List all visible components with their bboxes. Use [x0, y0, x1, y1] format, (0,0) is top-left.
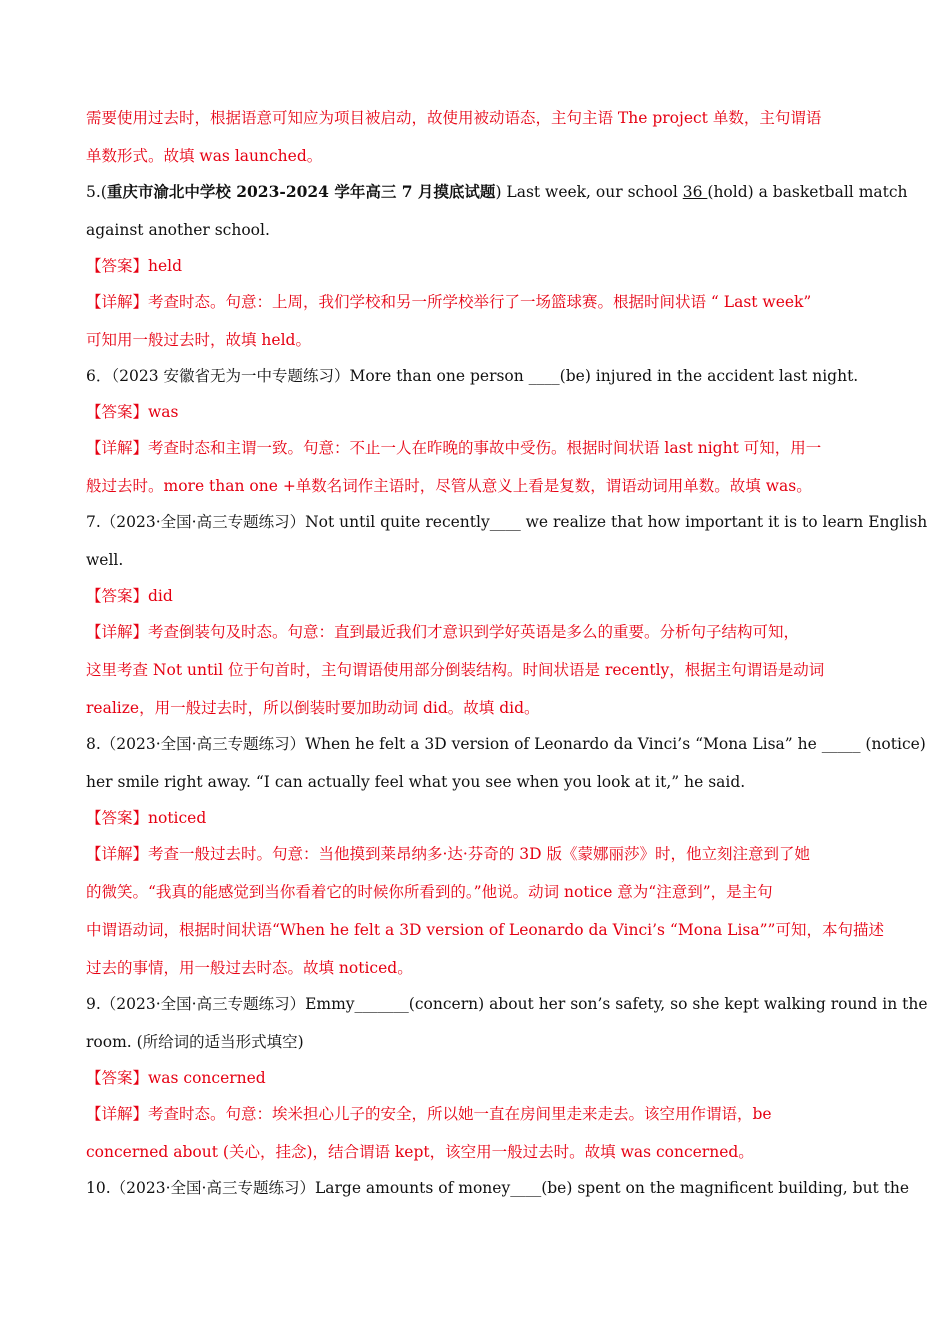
q8-question-line-2: her smile right away. “I can actually feel what you see when you look at it,” he said. [86, 773, 746, 791]
q5-detail-line-2: 可知用一般过去时，故填 held。 [86, 331, 311, 349]
q5-question-line-2: against another school. [86, 221, 270, 239]
q6-question-line-1: 6．（2023 安徽省无为一中专题练习）More than one person ____(be) injured in the accident last night. [86, 367, 859, 385]
q9-detail-line-1: 【详解】考查时态。句意：埃米担心儿子的安全，所以她一直在房间里走来走去。该空用作谓语，be [86, 1105, 772, 1123]
q5-question-line-1 [86, 182, 908, 202]
q10-question-line-1: 10.（2023·全国·高三专题练习）Large amounts of money____(be) spent on the magnificent building, but the [86, 1179, 910, 1197]
q8-question-line-1: 8.（2023·全国·高三专题练习）When he felt a 3D version of Leonardo da Vinci’s “Mona Lisa” he _____ (notice) [86, 735, 926, 753]
q9-answer: 【答案】was concerned [86, 1069, 266, 1087]
q8-detail-line-3: 中谓语动词，根据时间状语“When he felt a 3D version of Leonardo da Vinci’s “Mona Lisa””可知，本句描述 [86, 921, 884, 939]
q4-detail-line-2: 单数形式。故填 was launched。 [86, 147, 323, 165]
q5-text-a: ) Last week, our school [495, 183, 683, 201]
q7-question-line-1: 7.（2023·全国·高三专题练习）Not until quite recently____ we realize that how important it is to learn English [86, 513, 928, 531]
q4-detail-line-1: 需要使用过去时，根据语意可知应为项目被启动，故使用被动语态，主句主语 The project 单数，主句谓语 [86, 109, 822, 127]
q5-blank: 36 [682, 183, 708, 201]
q9-question-line-2: room. (所给词的适当形式填空) [86, 1033, 304, 1051]
q6-answer: 【答案】was [86, 403, 179, 421]
q7-detail-line-1: 【详解】考查倒装句及时态。句意：直到最近我们才意识到学好英语是多么的重要。分析句子结构可知， [86, 623, 800, 641]
q8-detail-line-1: 【详解】考查一般过去时。句意：当他摸到莱昂纳多·达·芬奇的 3D 版《蒙娜丽莎》时，他立刻注意到了她 [86, 845, 811, 863]
q5-number: 5.( [86, 183, 107, 201]
q5-answer: 【答案】held [86, 257, 183, 275]
q6-detail-line-2: 般过去时。more than one +单数名词作主语时，尽管从意义上看是复数，谓语动词用单数。故填 was。 [86, 477, 812, 495]
q5-text-b: (hold) a basketball match [707, 183, 908, 201]
q5-detail-line-1: 【详解】考查时态。句意：上周，我们学校和另一所学校举行了一场篮球赛。根据时间状语 “ Last week” [86, 293, 812, 311]
q7-question-line-2: well. [86, 551, 124, 569]
q7-answer: 【答案】did [86, 587, 173, 605]
q8-detail-line-4: 过去的事情，用一般过去时态。故填 noticed。 [86, 959, 413, 977]
q6-detail-line-1: 【详解】考查时态和主谓一致。句意：不止一人在昨晚的事故中受伤。根据时间状语 last night 可知，用一 [86, 439, 822, 457]
q9-detail-line-2: concerned about (关心，挂念)，结合谓语 kept，该空用一般过去时。故填 was concerned。 [86, 1143, 754, 1161]
q8-detail-line-2: 的微笑。“我真的能感觉到当你看着它的时候你所看到的。”他说。动词 notice 意为“注意到”，是主句 [86, 883, 773, 901]
q9-question-line-1: 9.（2023·全国·高三专题练习）Emmy_______(concern) about her son’s safety, so she kept walking round in the [86, 995, 928, 1013]
q5-source: 重庆市渝北中学校 2023-2024 学年高三 7 月摸底试题 [106, 182, 496, 201]
q8-answer: 【答案】noticed [86, 809, 207, 827]
q7-detail-line-3: realize，用一般过去时，所以倒装时要加助动词 did。故填 did。 [86, 699, 540, 717]
q7-detail-line-2: 这里考查 Not until 位于句首时，主句谓语使用部分倒装结构。时间状语是 recently，根据主句谓语是动词 [86, 661, 825, 679]
document-content [86, 108, 928, 1198]
